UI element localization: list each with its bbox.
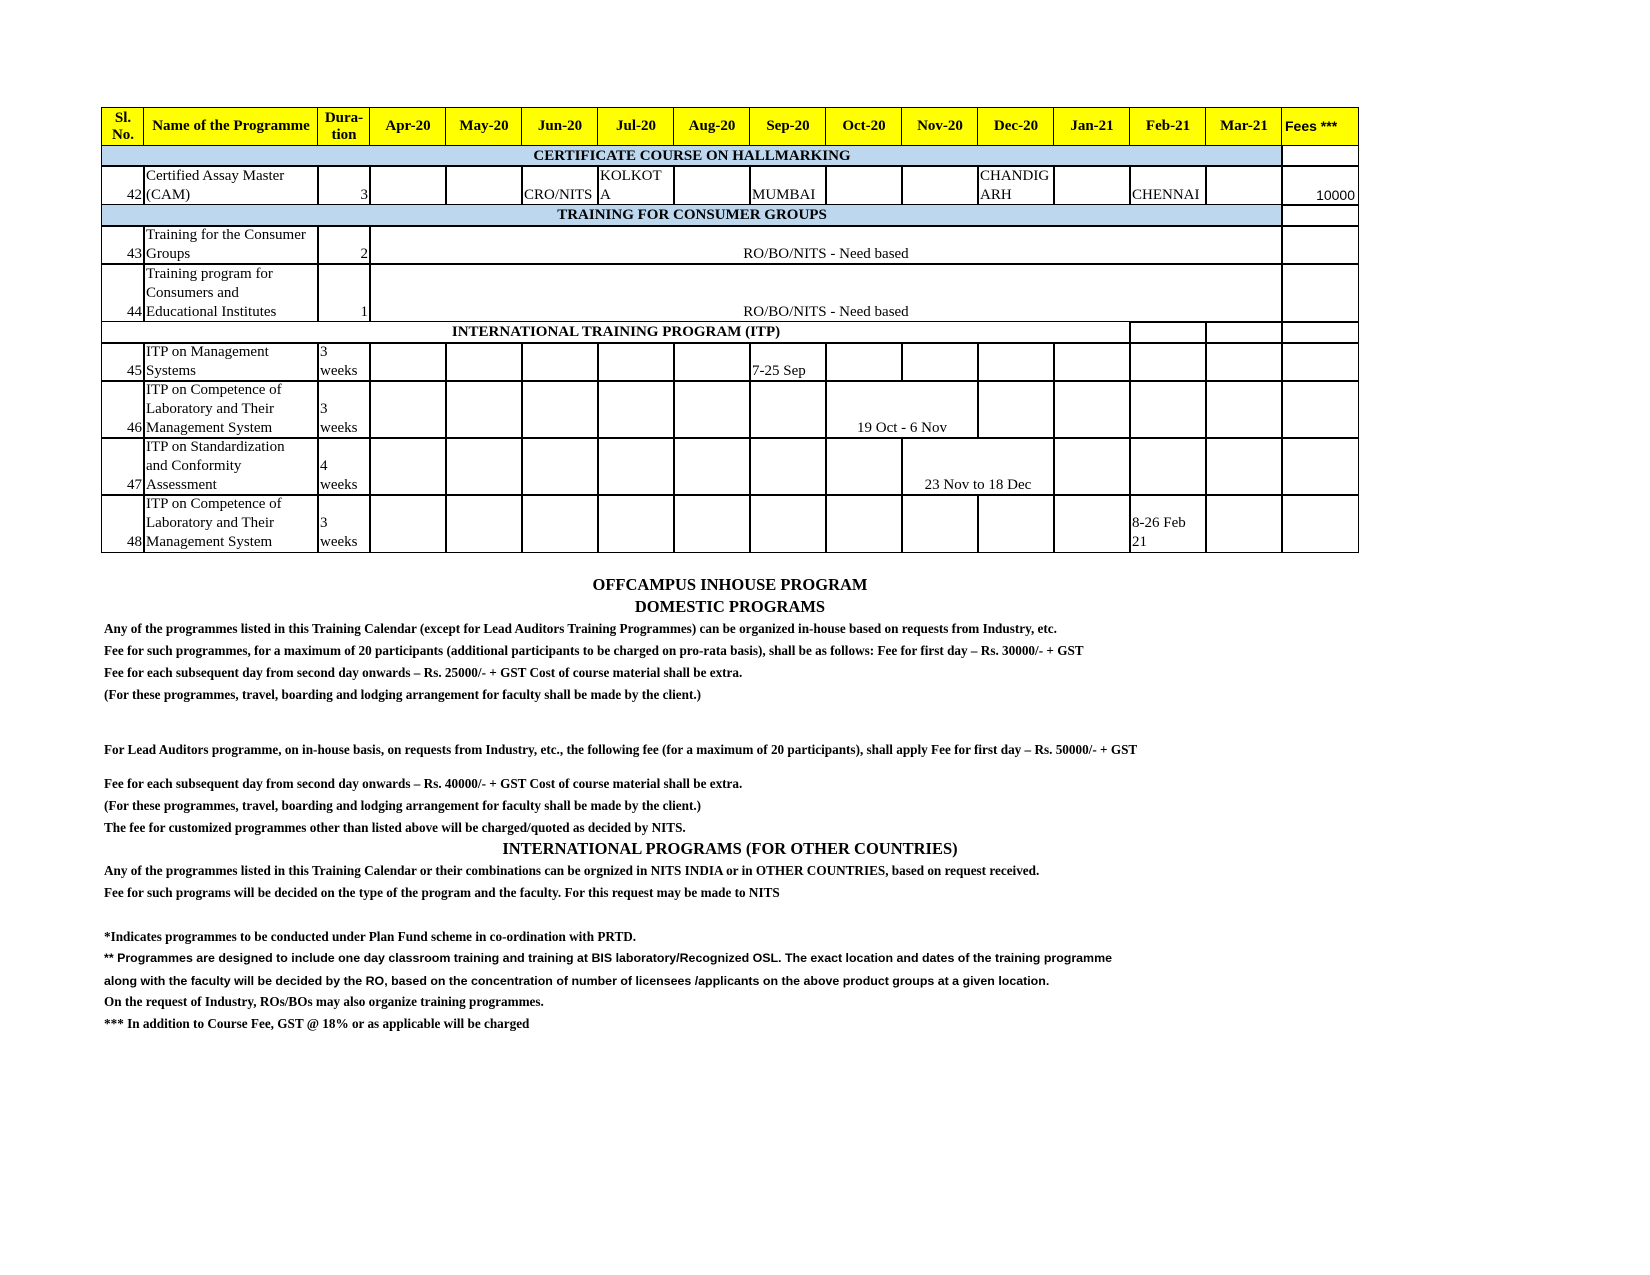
fees-cell bbox=[1281, 263, 1359, 323]
footnote: along with the faculty will be decided by the RO, based on the concentration of number of licensees /applicants on the above product groups at a given location. bbox=[104, 974, 1050, 988]
month-cell bbox=[977, 342, 1055, 382]
month-cell bbox=[1129, 321, 1207, 344]
month-cell bbox=[369, 342, 447, 382]
row-43-sl: 43 bbox=[101, 225, 145, 265]
month-cell bbox=[597, 437, 675, 496]
month-cell bbox=[597, 494, 675, 553]
header-month: Apr-20 bbox=[369, 107, 447, 146]
row-48-name: ITP on Competence of Laboratory and Their Management System bbox=[143, 494, 319, 553]
row-44-sl: 44 bbox=[101, 263, 145, 323]
domestic-line: Fee for such programmes, for a maximum of 20 participants (additional participants to be charged on pro-rata basis), shall be as follows: Fee for first day – Rs. 30000/- + GST bbox=[104, 643, 1084, 658]
month-cell bbox=[1129, 380, 1207, 439]
month-cell bbox=[1129, 342, 1207, 382]
month-cell bbox=[1129, 437, 1207, 496]
month-cell bbox=[597, 342, 675, 382]
footnote: On the request of Industry, ROs/BOs may also organize training programmes. bbox=[104, 994, 544, 1009]
month-cell bbox=[445, 380, 523, 439]
month-cell bbox=[901, 342, 979, 382]
month-cell bbox=[521, 342, 599, 382]
fees-cell bbox=[1281, 437, 1359, 496]
section-itp: INTERNATIONAL TRAINING PROGRAM (ITP) bbox=[101, 321, 1131, 344]
row-42-dec: CHANDIG ARH bbox=[977, 165, 1055, 206]
month-cell bbox=[1053, 380, 1131, 439]
header-month: Mar-21 bbox=[1205, 107, 1283, 146]
header-month: Nov-20 bbox=[901, 107, 979, 146]
month-cell bbox=[825, 494, 903, 553]
fees-cell bbox=[1281, 145, 1359, 167]
row-44-schedule: RO/BO/NITS - Need based bbox=[369, 263, 1283, 323]
header-fees: Fees *** bbox=[1281, 107, 1359, 146]
header-month: Jul-20 bbox=[597, 107, 675, 146]
lead-auditor-line: The fee for customized programmes other than listed above will be charged/quoted as decided by NITS. bbox=[104, 820, 686, 835]
domestic-line: (For these programmes, travel, boarding and lodging arrangement for faculty shall be made by the client.) bbox=[104, 687, 702, 702]
fees-cell bbox=[1281, 380, 1359, 439]
international-line: Fee for such programs will be decided on the type of the program and the faculty. For this request may be made to NITS bbox=[104, 885, 780, 900]
row-47-name: ITP on Standardization and Conformity Assessment bbox=[143, 437, 319, 496]
row-42-duration: 3 bbox=[317, 165, 371, 206]
header-month: Oct-20 bbox=[825, 107, 903, 146]
header-month: Aug-20 bbox=[673, 107, 751, 146]
month-cell bbox=[825, 437, 903, 496]
row-45-name: ITP on Management Systems bbox=[143, 342, 319, 382]
lead-auditor-line: For Lead Auditors programme, on in-house basis, on requests from Industry, etc., the following fee (for a maximum of 20 participants), shall apply Fee for first day – Rs. 50000/- + GST bbox=[104, 742, 1138, 757]
month-cell bbox=[1053, 342, 1131, 382]
header-sl-no: Sl. No. bbox=[101, 107, 145, 146]
domestic-heading: DOMESTIC PROGRAMS bbox=[634, 597, 826, 616]
section-hallmarking: CERTIFICATE COURSE ON HALLMARKING bbox=[101, 145, 1283, 167]
month-cell bbox=[369, 494, 447, 553]
month-cell bbox=[749, 494, 827, 553]
row-42-jul: KOLKOT A bbox=[597, 165, 675, 206]
month-cell bbox=[521, 494, 599, 553]
month-cell bbox=[1053, 494, 1131, 553]
fees-cell bbox=[1281, 225, 1359, 265]
month-cell bbox=[369, 380, 447, 439]
row-48-feb: 8-26 Feb 21 bbox=[1129, 494, 1207, 553]
fees-cell bbox=[1281, 342, 1359, 382]
month-cell bbox=[445, 437, 523, 496]
fees-cell bbox=[1281, 204, 1359, 227]
row-43-name: Training for the Consumer Groups bbox=[143, 225, 319, 265]
month-cell bbox=[673, 437, 751, 496]
row-47-nov-dec: 23 Nov to 18 Dec bbox=[901, 437, 1055, 496]
row-46-duration: 3 weeks bbox=[317, 380, 371, 439]
month-cell bbox=[673, 342, 751, 382]
row-46-oct-nov: 19 Oct - 6 Nov bbox=[825, 380, 979, 439]
month-cell bbox=[521, 380, 599, 439]
header-month: May-20 bbox=[445, 107, 523, 146]
international-heading: INTERNATIONAL PROGRAMS (FOR OTHER COUNTRIES) bbox=[502, 839, 958, 858]
month-cell bbox=[1205, 165, 1283, 206]
month-cell bbox=[901, 494, 979, 553]
row-43-schedule: RO/BO/NITS - Need based bbox=[369, 225, 1283, 265]
row-48-duration: 3 weeks bbox=[317, 494, 371, 553]
month-cell bbox=[749, 380, 827, 439]
row-42-sep: MUMBAI bbox=[749, 165, 827, 206]
row-44-name: Training program for Consumers and Educational Institutes bbox=[143, 263, 319, 323]
row-42-name: Certified Assay Master (CAM) bbox=[143, 165, 319, 206]
month-cell bbox=[445, 494, 523, 553]
month-cell bbox=[445, 165, 523, 206]
row-46-sl: 46 bbox=[101, 380, 145, 439]
header-programme-name: Name of the Programme bbox=[143, 107, 319, 146]
domestic-line: Fee for each subsequent day from second day onwards – Rs. 25000/- + GST Cost of course material shall be extra. bbox=[104, 665, 743, 680]
month-cell bbox=[1053, 437, 1131, 496]
row-43-duration: 2 bbox=[317, 225, 371, 265]
header-month: Jun-20 bbox=[521, 107, 599, 146]
month-cell bbox=[825, 342, 903, 382]
offcampus-heading: OFFCAMPUS INHOUSE PROGRAM bbox=[592, 575, 868, 594]
section-consumer-groups: TRAINING FOR CONSUMER GROUPS bbox=[101, 204, 1283, 227]
row-42-feb: CHENNAI bbox=[1129, 165, 1207, 206]
month-cell bbox=[1205, 494, 1283, 553]
international-line: Any of the programmes listed in this Training Calendar or their combinations can be orgnized in NITS INDIA or in OTHER COUNTRIES, based on request received. bbox=[104, 863, 1040, 878]
header-month: Sep-20 bbox=[749, 107, 827, 146]
month-cell bbox=[1205, 321, 1283, 344]
row-47-duration: 4 weeks bbox=[317, 437, 371, 496]
month-cell bbox=[1205, 380, 1283, 439]
month-cell bbox=[521, 437, 599, 496]
row-45-sep: 7-25 Sep bbox=[749, 342, 827, 382]
month-cell bbox=[1053, 165, 1131, 206]
footnote: *** In addition to Course Fee, GST @ 18% or as applicable will be charged bbox=[104, 1016, 530, 1031]
fees-cell bbox=[1281, 494, 1359, 553]
row-46-name: ITP on Competence of Laboratory and Their Management System bbox=[143, 380, 319, 439]
month-cell bbox=[369, 437, 447, 496]
month-cell bbox=[1205, 342, 1283, 382]
month-cell bbox=[673, 380, 751, 439]
row-48-sl: 48 bbox=[101, 494, 145, 553]
month-cell bbox=[445, 342, 523, 382]
lead-auditor-line: Fee for each subsequent day from second day onwards – Rs. 40000/- + GST Cost of course material shall be extra. bbox=[104, 776, 743, 791]
footnote: ** Programmes are designed to include one day classroom training and training at BIS laboratory/Recognized OSL. The exact location and dates of the training programme bbox=[104, 951, 1112, 965]
row-47-sl: 47 bbox=[101, 437, 145, 496]
header-month: Jan-21 bbox=[1053, 107, 1131, 146]
month-cell bbox=[673, 165, 751, 206]
row-45-sl: 45 bbox=[101, 342, 145, 382]
month-cell bbox=[825, 165, 903, 206]
header-month: Dec-20 bbox=[977, 107, 1055, 146]
fees-cell bbox=[1281, 321, 1359, 344]
month-cell bbox=[597, 380, 675, 439]
month-cell bbox=[977, 494, 1055, 553]
month-cell bbox=[369, 165, 447, 206]
month-cell bbox=[749, 437, 827, 496]
month-cell bbox=[1205, 437, 1283, 496]
header-month: Feb-21 bbox=[1129, 107, 1207, 146]
row-42-sl: 42 bbox=[101, 165, 145, 206]
row-42-fees: 10000 bbox=[1281, 165, 1359, 206]
header-duration: Dura- tion bbox=[317, 107, 371, 146]
row-45-duration: 3 weeks bbox=[317, 342, 371, 382]
lead-auditor-line: (For these programmes, travel, boarding and lodging arrangement for faculty shall be made by the client.) bbox=[104, 798, 702, 813]
month-cell bbox=[673, 494, 751, 553]
month-cell bbox=[901, 165, 979, 206]
month-cell bbox=[977, 380, 1055, 439]
footnote: *Indicates programmes to be conducted under Plan Fund scheme in co-ordination with PRTD. bbox=[104, 929, 637, 944]
domestic-line: Any of the programmes listed in this Training Calendar (except for Lead Auditors Training Programmes) can be organized in-house based on requests from Industry, etc. bbox=[104, 621, 1057, 636]
row-44-duration: 1 bbox=[317, 263, 371, 323]
row-42-jun: CRO/NITS bbox=[521, 165, 599, 206]
